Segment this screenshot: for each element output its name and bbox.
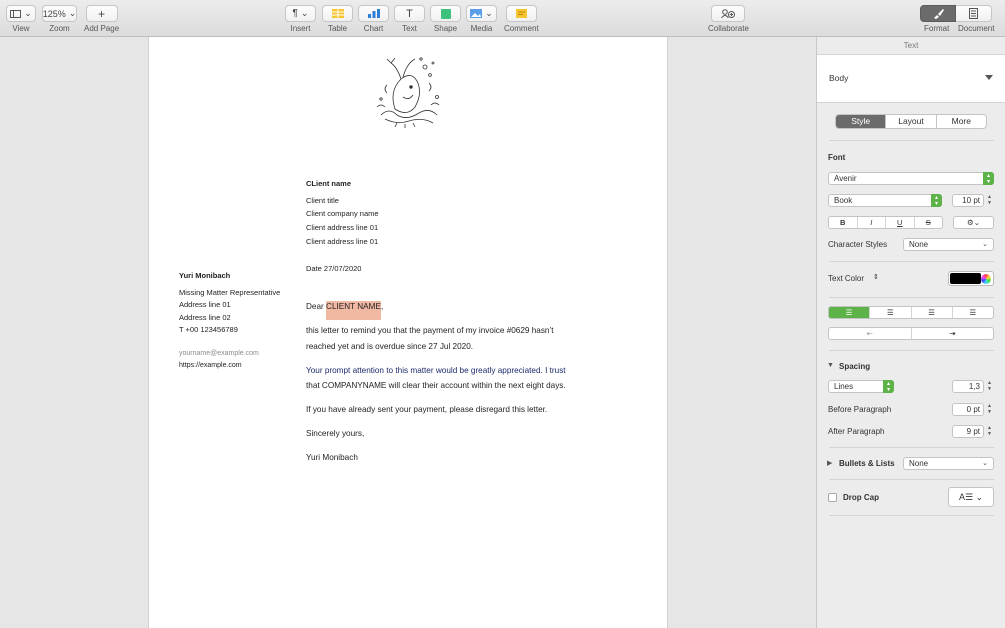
document-label: Document	[958, 24, 995, 33]
align-right-button[interactable]	[912, 307, 953, 318]
drop-cap-checkbox[interactable]	[828, 493, 837, 502]
underline-button[interactable]: U	[886, 217, 915, 228]
format-button[interactable]	[920, 5, 956, 22]
line-spacing-mode-value: Lines	[834, 382, 854, 391]
chart-control[interactable]	[358, 5, 389, 33]
divider	[829, 261, 994, 262]
media-button[interactable]	[466, 5, 497, 22]
decrease-indent-button[interactable]	[829, 328, 912, 339]
paragraph-icon: ¶	[292, 8, 298, 19]
letter-date[interactable]: Date 27/07/2020	[306, 264, 362, 273]
drop-cap-style-select	[948, 487, 994, 507]
advanced-options-button[interactable]	[954, 217, 993, 228]
shape-icon	[441, 9, 451, 19]
updown-arrows-icon: ▴ ▾	[983, 172, 994, 185]
client-title[interactable]: Client title	[306, 196, 339, 205]
document-canvas[interactable]	[0, 37, 816, 628]
insert-button[interactable]	[285, 5, 316, 22]
salutation-comma: ,	[380, 302, 384, 311]
inspector-tabs	[835, 114, 987, 129]
outdent-icon: ⇤	[866, 329, 873, 338]
font-section-label: Font	[828, 153, 846, 162]
bold-button[interactable]: B	[829, 217, 858, 228]
text-style-buttons	[828, 216, 943, 229]
paragraph-3[interactable]: If you have already sent your payment, please disregard this letter.	[306, 405, 548, 414]
add-page-control[interactable]	[84, 5, 119, 33]
strikethrough-button[interactable]: S	[925, 218, 931, 227]
media-label: Media	[470, 24, 493, 33]
document-icon	[969, 8, 978, 19]
client-company[interactable]: Client company name	[306, 209, 379, 218]
format-label: Format	[924, 24, 950, 33]
plus-icon: +	[98, 6, 106, 21]
view-label: View	[12, 24, 30, 33]
justify-icon: ☰	[969, 308, 977, 317]
client-address-2[interactable]: Client address line 01	[306, 237, 379, 246]
table-label: Table	[327, 24, 348, 33]
media-control[interactable]	[466, 5, 497, 33]
table-control[interactable]	[322, 5, 353, 33]
updown-arrows-icon: ▴ ▾	[883, 380, 894, 393]
align-right-icon: ☰	[928, 308, 935, 317]
drop-cap-icon: A☰ ⌄	[958, 492, 984, 502]
before-paragraph-field[interactable]: 0 pt	[952, 403, 984, 416]
after-paragraph-label: After Paragraph	[828, 427, 885, 436]
font-family-select[interactable]	[828, 172, 994, 185]
divider	[829, 447, 994, 448]
page[interactable]	[148, 37, 668, 628]
paragraph-style-selector[interactable]	[817, 55, 1005, 103]
zoom-value: 125%	[42, 8, 66, 19]
gear-icon: ⚙⌄	[966, 218, 980, 227]
zoom-control[interactable]	[42, 5, 77, 33]
client-name[interactable]: CLient name	[306, 179, 352, 188]
indent-icon: ⇥	[949, 329, 956, 338]
salutation: Dear	[306, 302, 327, 311]
align-center-button[interactable]	[870, 307, 911, 318]
font-typeface-value: Book	[834, 196, 853, 205]
chart-label: Chart	[363, 24, 384, 33]
character-styles-label: Character Styles	[828, 240, 888, 249]
client-address-1[interactable]: Client address line 01	[306, 223, 379, 232]
whale-illustration	[367, 45, 451, 129]
inspector-switch	[920, 5, 992, 22]
tab-style[interactable]: Style	[836, 115, 886, 128]
triangle-down-icon	[985, 75, 993, 80]
salutation-line[interactable]	[306, 302, 383, 311]
font-typeface-select[interactable]	[828, 194, 942, 207]
table-icon	[332, 9, 344, 18]
shape-control[interactable]	[430, 5, 461, 33]
bullets-lists-value: None	[909, 459, 929, 468]
indent-buttons	[828, 327, 994, 340]
format-inspector	[816, 37, 1005, 628]
tab-layout[interactable]: Layout	[886, 115, 936, 128]
collaborate-label: Collaborate	[708, 24, 749, 33]
color-swatch	[950, 273, 981, 284]
align-center-icon: ☰	[887, 308, 894, 317]
align-left-button[interactable]	[829, 307, 870, 318]
chevron-down-icon: ⌄	[982, 460, 988, 467]
after-paragraph-field[interactable]: 9 pt	[952, 425, 984, 438]
text-label: Text	[402, 24, 417, 33]
disclosure-triangle-icon[interactable]: ▶	[827, 460, 833, 467]
chart-button[interactable]	[358, 5, 389, 22]
paintbrush-icon	[933, 9, 944, 19]
shape-label: Shape	[433, 24, 458, 33]
font-size-field[interactable]: 10 pt	[952, 194, 984, 207]
comment-control[interactable]	[504, 5, 539, 33]
insert-control[interactable]	[285, 5, 316, 33]
drop-cap-style-button[interactable]	[949, 488, 993, 506]
italic-button[interactable]: I	[858, 217, 887, 228]
comment-label: Comment	[504, 24, 539, 33]
document-button[interactable]	[956, 5, 992, 22]
increase-indent-button[interactable]	[912, 328, 994, 339]
toolbar	[0, 0, 1005, 37]
sender-name[interactable]: Yuri Monibach	[179, 271, 231, 280]
disclosure-triangle-icon[interactable]: ▼	[827, 362, 834, 369]
table-button[interactable]	[322, 5, 353, 22]
chevron-down-icon: ⌄	[24, 8, 32, 18]
after-paragraph-stepper[interactable]: ▲ ▼	[987, 425, 992, 437]
collaborate-icon	[721, 9, 735, 18]
align-left-icon: ☰	[845, 308, 853, 317]
client-name-placeholder[interactable]: CLIENT NAME	[326, 301, 381, 320]
comment-icon	[516, 9, 527, 18]
insert-label: Insert	[290, 24, 311, 33]
zoom-select[interactable]	[42, 5, 77, 22]
divider	[829, 140, 994, 141]
text-button[interactable]	[394, 5, 425, 22]
add-page-button[interactable]	[86, 5, 118, 22]
divider	[829, 515, 994, 516]
updown-arrows-icon[interactable]: ⇕	[873, 274, 879, 281]
line-spacing-field[interactable]: 1,3	[952, 380, 984, 393]
before-paragraph-label: Before Paragraph	[828, 405, 892, 414]
sender-phone[interactable]: T +00 123456789	[179, 325, 238, 334]
before-paragraph-stepper[interactable]: ▲ ▼	[987, 403, 992, 415]
alignment-buttons	[828, 306, 994, 319]
color-wheel-icon[interactable]	[981, 274, 991, 284]
character-styles-value: None	[909, 240, 929, 249]
character-styles-select[interactable]	[903, 238, 994, 251]
inspector-toggle	[920, 5, 992, 22]
text-color-label: Text Color	[828, 274, 865, 283]
bullets-lists-select[interactable]	[903, 457, 994, 470]
text-color-well[interactable]	[948, 271, 994, 286]
line-spacing-stepper[interactable]: ▲ ▼	[987, 380, 992, 392]
sidebar-icon	[10, 10, 21, 18]
paragraph-1-line-2[interactable]: reached yet and is overdue since 27 Jul 2020.	[306, 342, 474, 351]
text-control[interactable]	[394, 5, 425, 33]
text-icon: T	[406, 7, 413, 20]
collaborate-control[interactable]	[708, 5, 749, 33]
image-icon	[470, 9, 482, 18]
font-family-value: Avenir	[834, 174, 857, 183]
sender-role[interactable]: Missing Matter Representative	[179, 288, 281, 297]
zoom-label: Zoom	[49, 24, 70, 33]
divider	[829, 297, 994, 298]
line-spacing-mode-select[interactable]	[828, 380, 894, 393]
sender-email[interactable]: yourname@example.com	[179, 350, 259, 357]
collaborate-button[interactable]	[711, 5, 745, 22]
inspector-header: Text	[817, 37, 1005, 55]
sender-website[interactable]: https://example.com	[179, 362, 242, 369]
view-button[interactable]	[6, 5, 36, 22]
closing[interactable]: Sincerely yours,	[306, 429, 365, 438]
advanced-options	[953, 216, 994, 229]
view-control[interactable]	[6, 5, 36, 33]
paragraph-style-name: Body	[829, 73, 849, 83]
chart-icon	[368, 9, 380, 18]
paragraph-1-line-1[interactable]: this letter to remind you that the payment of my invoice #0629 hasn’t	[306, 326, 554, 335]
paragraph-2-line-1[interactable]: Your prompt attention to this matter would be greatly appreciated. I trust	[306, 366, 566, 375]
justify-button[interactable]	[953, 307, 993, 318]
paragraph-2-line-2[interactable]: that COMPANYNAME will clear their account within the next eight days.	[306, 381, 566, 390]
signature[interactable]: Yuri Monibach	[306, 453, 358, 462]
divider	[829, 479, 994, 480]
updown-arrows-icon: ▴ ▾	[931, 194, 942, 207]
tab-more[interactable]: More	[951, 116, 971, 126]
shape-button[interactable]	[430, 5, 461, 22]
sender-address-2[interactable]: Address line 02	[179, 313, 231, 322]
drop-cap-label: Drop Cap	[843, 493, 879, 502]
sender-address-1[interactable]: Address line 01	[179, 300, 231, 309]
chevron-down-icon: ⌄	[300, 8, 309, 18]
font-size-stepper[interactable]: ▲ ▼	[987, 194, 992, 206]
comment-button[interactable]	[506, 5, 537, 22]
divider	[829, 350, 994, 351]
chevron-down-icon: ⌄	[485, 8, 493, 18]
add-page-label: Add Page	[84, 24, 120, 33]
chevron-down-icon: ⌄	[68, 8, 77, 18]
bullets-lists-label[interactable]: Bullets & Lists	[839, 459, 895, 468]
spacing-section-label[interactable]: Spacing	[839, 362, 871, 371]
chevron-down-icon: ⌄	[982, 241, 988, 248]
